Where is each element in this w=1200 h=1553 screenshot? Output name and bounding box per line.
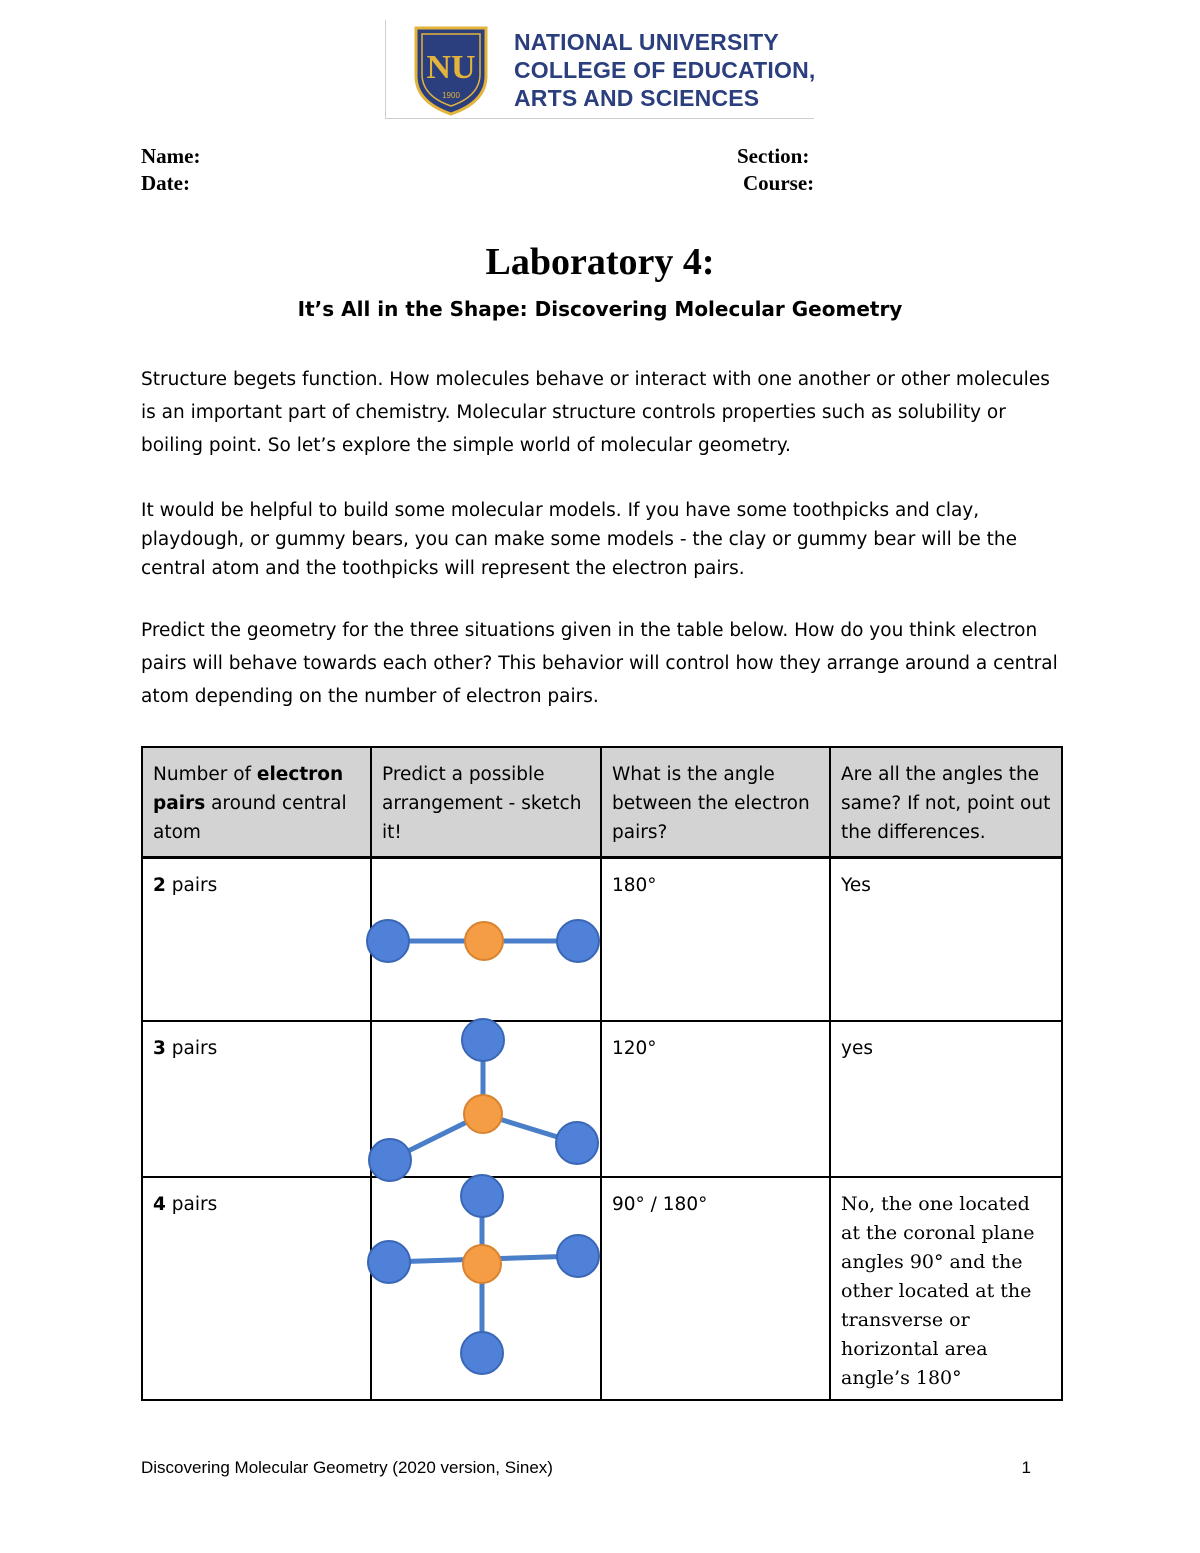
geometry-table: [141, 746, 1063, 1401]
electron-pair-atom: [461, 1332, 503, 1374]
prediction-paragraph: Predict the geometry for the three situations given in the table below. How do you think electron pairs will behave towards each other? This behavior will control how they arrange around a central atom depending on the number of electron pairs.: [141, 620, 1058, 707]
page-footer: [141, 1458, 1031, 1478]
date-label: Date:: [141, 171, 190, 195]
section-label: Section:: [737, 144, 810, 168]
electron-pair-atom: [556, 1122, 598, 1164]
central-atom: [464, 1095, 502, 1133]
angle-cell: 180°: [601, 857, 830, 1021]
intro-paragraph: Structure begets function. How molecules behave or interact with one another or other molecules is an important part of chemistry. Molecular structure controls properties such as solubility or boiling point. So let’s explore the simple world of molecular geometry.: [141, 369, 1050, 456]
cross-geometry-sketch: [372, 1178, 602, 1396]
institution-line-3: ARTS AND SCIENCES: [514, 85, 760, 111]
institution-line-1: NATIONAL UNIVERSITY: [514, 29, 779, 55]
angle-cell: 120°: [601, 1021, 830, 1177]
electron-pair-atom: [368, 1241, 410, 1283]
lab-title: Laboratory 4:: [485, 241, 715, 283]
logo-year: 1900: [442, 91, 460, 100]
footer-text: Discovering Molecular Geometry (2020 version, Sinex): [141, 1458, 553, 1477]
institution-logo-banner: [385, 20, 814, 119]
sketch-cell-linear: [371, 857, 601, 1021]
electron-pair-atom: [367, 920, 409, 962]
header-arrangement: Predict a possible arrangement - sketch it!: [371, 747, 601, 857]
table-header-row: [142, 747, 1062, 857]
header-angle: What is the angle between the electron pairs?: [601, 747, 830, 857]
linear-geometry-sketch: [372, 859, 602, 1023]
electron-pair-atom: [461, 1175, 503, 1217]
header-electron-pairs: Number of electron pairs around central atom: [142, 747, 371, 857]
pairs-cell: 4 pairs: [142, 1177, 371, 1400]
same-cell: No, the one located at the coronal plane angles 90° and the other located at the transverse or horizontal area angle’s 180°: [830, 1177, 1062, 1400]
central-atom: [465, 922, 503, 960]
electron-pair-atom: [462, 1019, 504, 1061]
same-cell: Yes: [830, 857, 1062, 1021]
institution-name: [514, 28, 814, 112]
same-cell: yes: [830, 1021, 1062, 1177]
trigonal-geometry-sketch: [372, 1022, 602, 1178]
angle-cell: 90° / 180°: [601, 1177, 830, 1400]
central-atom: [463, 1245, 501, 1283]
electron-pair-atom: [369, 1139, 411, 1181]
pairs-cell: 2 pairs: [142, 857, 371, 1021]
models-paragraph: It would be helpful to build some molecular models. If you have some toothpicks and clay, playdough, or gummy bears, you can make some models - the clay or gummy bear will be the central atom and the toothpicks will represent the electron pairs.: [141, 500, 1017, 579]
university-shield-icon: [412, 24, 490, 116]
course-label: Course:: [743, 171, 815, 195]
logo-monogram: NU: [426, 49, 476, 86]
table-row: [142, 1177, 1062, 1400]
institution-line-2: COLLEGE OF EDUCATION,: [514, 57, 816, 83]
table-row: [142, 857, 1062, 1021]
sketch-cell-trigonal: [371, 1021, 601, 1177]
electron-pair-atom: [557, 1235, 599, 1277]
electron-pair-atom: [557, 920, 599, 962]
sketch-cell-cross: [371, 1177, 601, 1400]
pairs-cell: 3 pairs: [142, 1021, 371, 1177]
page-number: 1: [1021, 1458, 1031, 1477]
name-label: Name:: [141, 144, 201, 168]
lab-subtitle: It’s All in the Shape: Discovering Molecular Geometry: [297, 297, 903, 321]
table-row: [142, 1021, 1062, 1177]
header-angles-same: Are all the angles the same? If not, point out the differences.: [830, 747, 1062, 857]
